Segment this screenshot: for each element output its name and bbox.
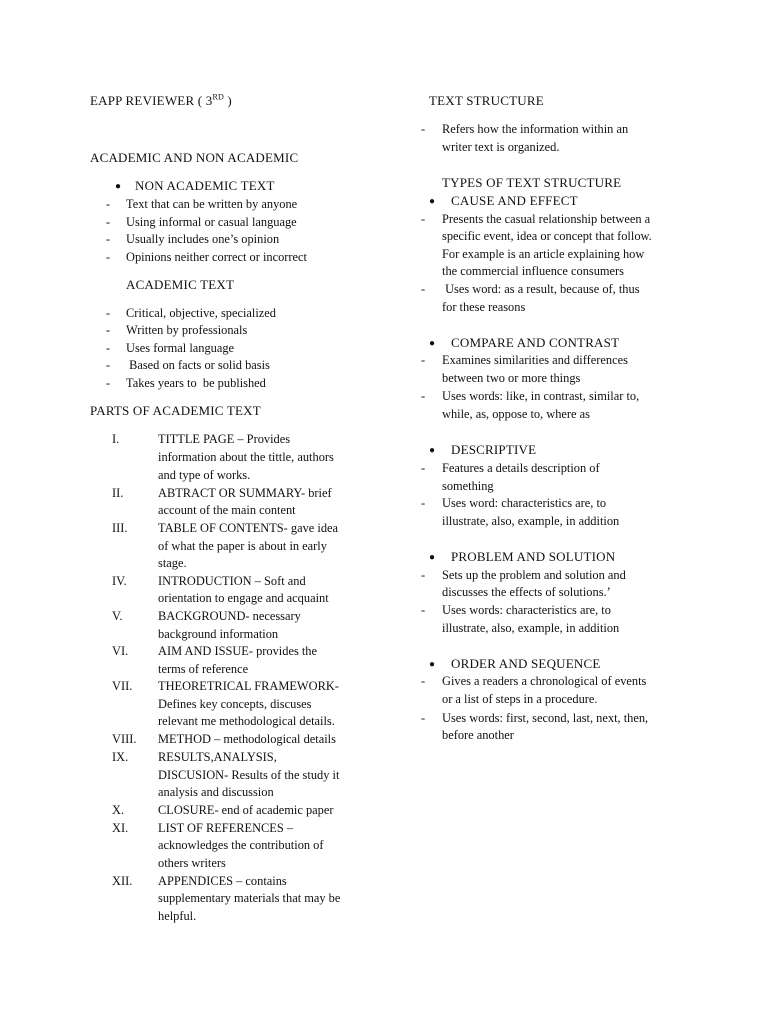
type-line: something: [442, 479, 494, 493]
type-line: for these reasons: [442, 300, 526, 314]
part-line: APPENDICES – contains: [158, 874, 287, 888]
bullet-icon: ●: [429, 552, 436, 563]
dash-icon: -: [106, 197, 111, 211]
dash-icon: -: [106, 341, 111, 355]
part-line: background information: [158, 627, 279, 641]
part-line: terms of reference: [158, 662, 249, 676]
document-title: EAPP REVIEWER ( 3RD ): [90, 92, 232, 108]
roman-numeral: VI.: [112, 644, 129, 658]
dash-icon: -: [421, 674, 426, 688]
type-line: Uses words: like, in contrast, similar to,: [442, 389, 640, 403]
type-line: Uses word: as a result, because of, thus: [442, 282, 640, 296]
list-item: Text that can be written by anyone: [126, 197, 298, 211]
dash-icon: -: [106, 232, 111, 246]
dash-icon: -: [421, 603, 426, 617]
part-line: relevant me methodological details.: [158, 714, 335, 728]
type-line: Gives a readers a chronological of events: [442, 674, 647, 688]
dash-icon: -: [106, 250, 111, 264]
dash-icon: -: [106, 376, 111, 390]
type-heading: CAUSE AND EFFECT: [451, 193, 578, 208]
roman-numeral: XI.: [112, 821, 129, 835]
part-line: CLOSURE- end of academic paper: [158, 803, 334, 817]
roman-numeral: X.: [112, 803, 125, 817]
dash-icon: -: [421, 711, 426, 725]
part-line: RESULTS,ANALYSIS,: [158, 750, 277, 764]
type-line: or a list of steps in a procedure.: [442, 692, 598, 706]
text-structure-heading: TEXT STRUCTURE: [429, 93, 544, 108]
part-line: orientation to engage and acquaint: [158, 591, 329, 605]
type-heading: DESCRIPTIVE: [451, 442, 537, 457]
section-heading-academic: ACADEMIC AND NON ACADEMIC: [90, 150, 299, 165]
dash-icon: -: [106, 306, 111, 320]
roman-numeral: II.: [112, 486, 124, 500]
list-item: Critical, objective, specialized: [126, 306, 277, 320]
type-heading: ORDER AND SEQUENCE: [451, 656, 601, 671]
type-line: Presents the casual relationship between a: [442, 212, 651, 226]
dash-icon: -: [421, 122, 426, 136]
list-item: Written by professionals: [126, 323, 248, 337]
list-item: Takes years to be published: [126, 376, 266, 390]
roman-numeral: V.: [112, 609, 123, 623]
part-line: account of the main content: [158, 503, 296, 517]
type-line: Sets up the problem and solution and: [442, 568, 626, 582]
type-line: illustrate, also, example, in addition: [442, 514, 620, 528]
type-line: specific event, idea or concept that follow.: [442, 229, 652, 243]
roman-numeral: III.: [112, 521, 128, 535]
bullet-icon: ●: [429, 445, 436, 456]
type-heading: COMPARE AND CONTRAST: [451, 335, 620, 350]
intro-line: writer text is organized.: [442, 140, 560, 154]
dash-icon: -: [421, 496, 426, 510]
roman-numeral: I.: [112, 432, 120, 446]
type-line: Uses words: characteristics are, to: [442, 603, 611, 617]
academic-heading: ACADEMIC TEXT: [126, 277, 235, 292]
bullet-icon: ●: [429, 196, 436, 207]
type-line: Examines similarities and differences: [442, 353, 628, 367]
type-line: Uses word: characteristics are, to: [442, 496, 607, 510]
bullet-icon: ●: [429, 659, 436, 670]
type-line: Features a details description of: [442, 461, 600, 475]
part-line: LIST OF REFERENCES –: [158, 821, 294, 835]
part-line: stage.: [158, 556, 187, 570]
part-line: BACKGROUND- necessary: [158, 609, 301, 623]
type-line: the commercial influence consumers: [442, 264, 624, 278]
part-line: INTRODUCTION – Soft and: [158, 574, 306, 588]
list-item: Usually includes one’s opinion: [126, 232, 280, 246]
dash-icon: -: [106, 215, 111, 229]
part-line: TITTLE PAGE – Provides: [158, 432, 291, 446]
part-line: of what the paper is about in early: [158, 539, 327, 553]
bullet-icon: ●: [429, 338, 436, 349]
dash-icon: -: [421, 568, 426, 582]
dash-icon: -: [421, 212, 426, 226]
dash-icon: -: [421, 389, 426, 403]
roman-numeral: VII.: [112, 679, 133, 693]
part-line: TABLE OF CONTENTS- gave idea: [158, 521, 339, 535]
part-line: supplementary materials that may be: [158, 891, 341, 905]
dash-icon: -: [421, 353, 426, 367]
dash-icon: -: [106, 358, 111, 372]
dash-icon: -: [106, 323, 111, 337]
type-line: while, as, oppose to, where as: [442, 407, 590, 421]
dash-icon: -: [421, 282, 426, 296]
part-line: AIM AND ISSUE- provides the: [158, 644, 318, 658]
part-line: ABTRACT OR SUMMARY- brief: [158, 486, 332, 500]
part-line: THEORETRICAL FRAMEWORK-: [158, 679, 339, 693]
types-heading: TYPES OF TEXT STRUCTURE: [442, 175, 622, 190]
roman-numeral: IV.: [112, 574, 127, 588]
type-line: discusses the effects of solutions.’: [442, 585, 611, 599]
list-item: Using informal or casual language: [126, 215, 297, 229]
type-line: between two or more things: [442, 371, 581, 385]
part-line: METHOD – methodological details: [158, 732, 336, 746]
part-line: helpful.: [158, 909, 197, 923]
list-item: Based on facts or solid basis: [126, 358, 270, 372]
dash-icon: -: [421, 461, 426, 475]
roman-numeral: XII.: [112, 874, 133, 888]
part-line: information about the tittle, authors: [158, 450, 334, 464]
part-line: analysis and discussion: [158, 785, 274, 799]
intro-line: Refers how the information within an: [442, 122, 629, 136]
list-item: Opinions neither correct or incorrect: [126, 250, 307, 264]
type-line: For example is an article explaining how: [442, 247, 645, 261]
roman-numeral: VIII.: [112, 732, 137, 746]
roman-numeral: IX.: [112, 750, 129, 764]
bullet-icon: ●: [115, 181, 122, 192]
type-line: Uses words: first, second, last, next, then,: [442, 711, 649, 725]
type-line: illustrate, also, example, in addition: [442, 621, 620, 635]
part-line: acknowledges the contribution of: [158, 838, 324, 852]
list-item: Uses formal language: [126, 341, 235, 355]
part-line: and type of works.: [158, 468, 251, 482]
part-line: others writers: [158, 856, 226, 870]
part-line: DISCUSION- Results of the study it: [158, 768, 340, 782]
parts-heading: PARTS OF ACADEMIC TEXT: [90, 403, 261, 418]
type-line: before another: [442, 728, 514, 742]
part-line: Defines key concepts, discuses: [158, 697, 312, 711]
non-academic-heading: NON ACADEMIC TEXT: [135, 178, 275, 193]
type-heading: PROBLEM AND SOLUTION: [451, 549, 616, 564]
